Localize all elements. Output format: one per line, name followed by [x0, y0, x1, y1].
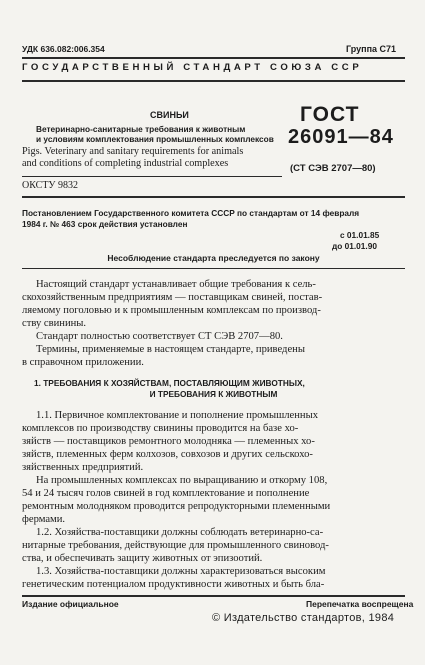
section1-heading-line2: И ТРЕБОВАНИЯ К ЖИВОТНЫМ: [149, 389, 278, 399]
intro-p1-line1: Настоящий стандарт устанавливает общие требования к сель-: [36, 279, 316, 290]
p13-line2: генетическим потенциалом продуктивности животных и быть бла-: [22, 579, 325, 590]
p11b-line1: На промышленных комплексах по выращиванию и откорму 108,: [36, 475, 328, 486]
udk-code: УДК 636.082:006.354: [22, 44, 105, 54]
intro-p2: Стандарт полностью соответствует СТ СЭВ 2707—80.: [36, 331, 283, 342]
validity-to: до 01.01.90: [332, 241, 377, 251]
footer-rule: [22, 595, 405, 597]
gost-number: 26091—84: [288, 126, 394, 148]
title-rule: [22, 176, 282, 177]
section1-heading-line1: 1. ТРЕБОВАНИЯ К ХОЗЯЙСТВАМ, ПОСТАВЛЯЮЩИМ ЖИВОТНЫХ,: [34, 378, 305, 388]
intro-p3-line2: в справочном приложении.: [22, 357, 144, 368]
official-edition: Издание официальное: [22, 599, 119, 609]
st-sev-number: (СТ СЭВ 2707—80): [290, 163, 376, 174]
decree-line2: 1984 г. № 463 срок действия установлен: [22, 219, 188, 229]
header-rule-top: [22, 57, 405, 59]
intro-p1-line4: ству свинины.: [22, 318, 87, 329]
english-title-line2: and conditions of completing industrial complexes: [22, 158, 229, 169]
doc-subtitle-line2: и условиям комплектования промышленных комплексов: [36, 134, 274, 144]
violation-notice: Несоблюдение стандарта преследуется по закону: [107, 253, 320, 263]
p11-line3: зяйств — поставщиков ремонтного молодняка — племенных хо-: [22, 436, 315, 447]
intro-p1-line2: скохозяйственным предприятиям — поставщикам свиней, постав-: [22, 292, 323, 303]
p11b-line2: 54 и 24 тысяч голов свиней в год комплектование и пополнение: [22, 488, 310, 499]
p11-line4: зяйств, племенных ферм колхозов, совхозов и других сельскохо-: [22, 449, 313, 460]
gost-label: ГОСТ: [300, 103, 360, 126]
doc-title: СВИНЬИ: [150, 110, 189, 120]
doc-subtitle-line1: Ветеринарно-санитарные требования к животным: [36, 124, 246, 134]
p11b-line4: фермами.: [22, 514, 66, 525]
p11-line1: 1.1. Первичное комплектование и пополнение промышленных: [36, 410, 318, 421]
p12-line2: нитарные требования, действующие для промышленного свиновод-: [22, 540, 329, 551]
copyright: © Издательство стандартов, 1984: [212, 612, 395, 624]
okstu-code: ОКСТУ 9832: [22, 180, 79, 191]
english-title-line1: Pigs. Veterinary and sanitary requirements for animals: [22, 146, 244, 157]
p13-line1: 1.3. Хозяйства-поставщики должны характеризоваться высоким: [36, 566, 326, 577]
intro-p1-line3: ляемому поголовью и к промышленным комплексам по производ-: [22, 305, 321, 316]
validity-from: с 01.01.85: [340, 230, 380, 240]
p11-line5: зяйственных предприятий.: [22, 462, 144, 473]
p12-line3: ства, и обеспечивать защиту животных от эпизоотий.: [22, 553, 263, 564]
reprint-prohibited: Перепечатка воспрещена: [306, 599, 414, 609]
standard-banner: ГОСУДАРСТВЕННЫЙ СТАНДАРТ СОЮЗА ССР: [22, 62, 363, 73]
header-rule-bottom: [22, 80, 405, 82]
intro-p3-line1: Термины, применяемые в настоящем стандарте, приведены: [36, 344, 305, 355]
decree-rule-bottom: [22, 268, 405, 269]
p12-line1: 1.2. Хозяйства-поставщики должны соблюдать ветеринарно-са-: [36, 527, 324, 538]
decree-line1: Постановлением Государственного комитета СССР по стандартам от 14 февраля: [22, 208, 360, 218]
decree-rule-top: [22, 196, 405, 198]
p11-line2: комплексов по производству свинины проводится на базе хо-: [22, 423, 299, 434]
p11b-line3: ремонтным молодняком проводится репродукторными племенными: [22, 501, 331, 512]
group-code: Группа С71: [346, 44, 397, 54]
